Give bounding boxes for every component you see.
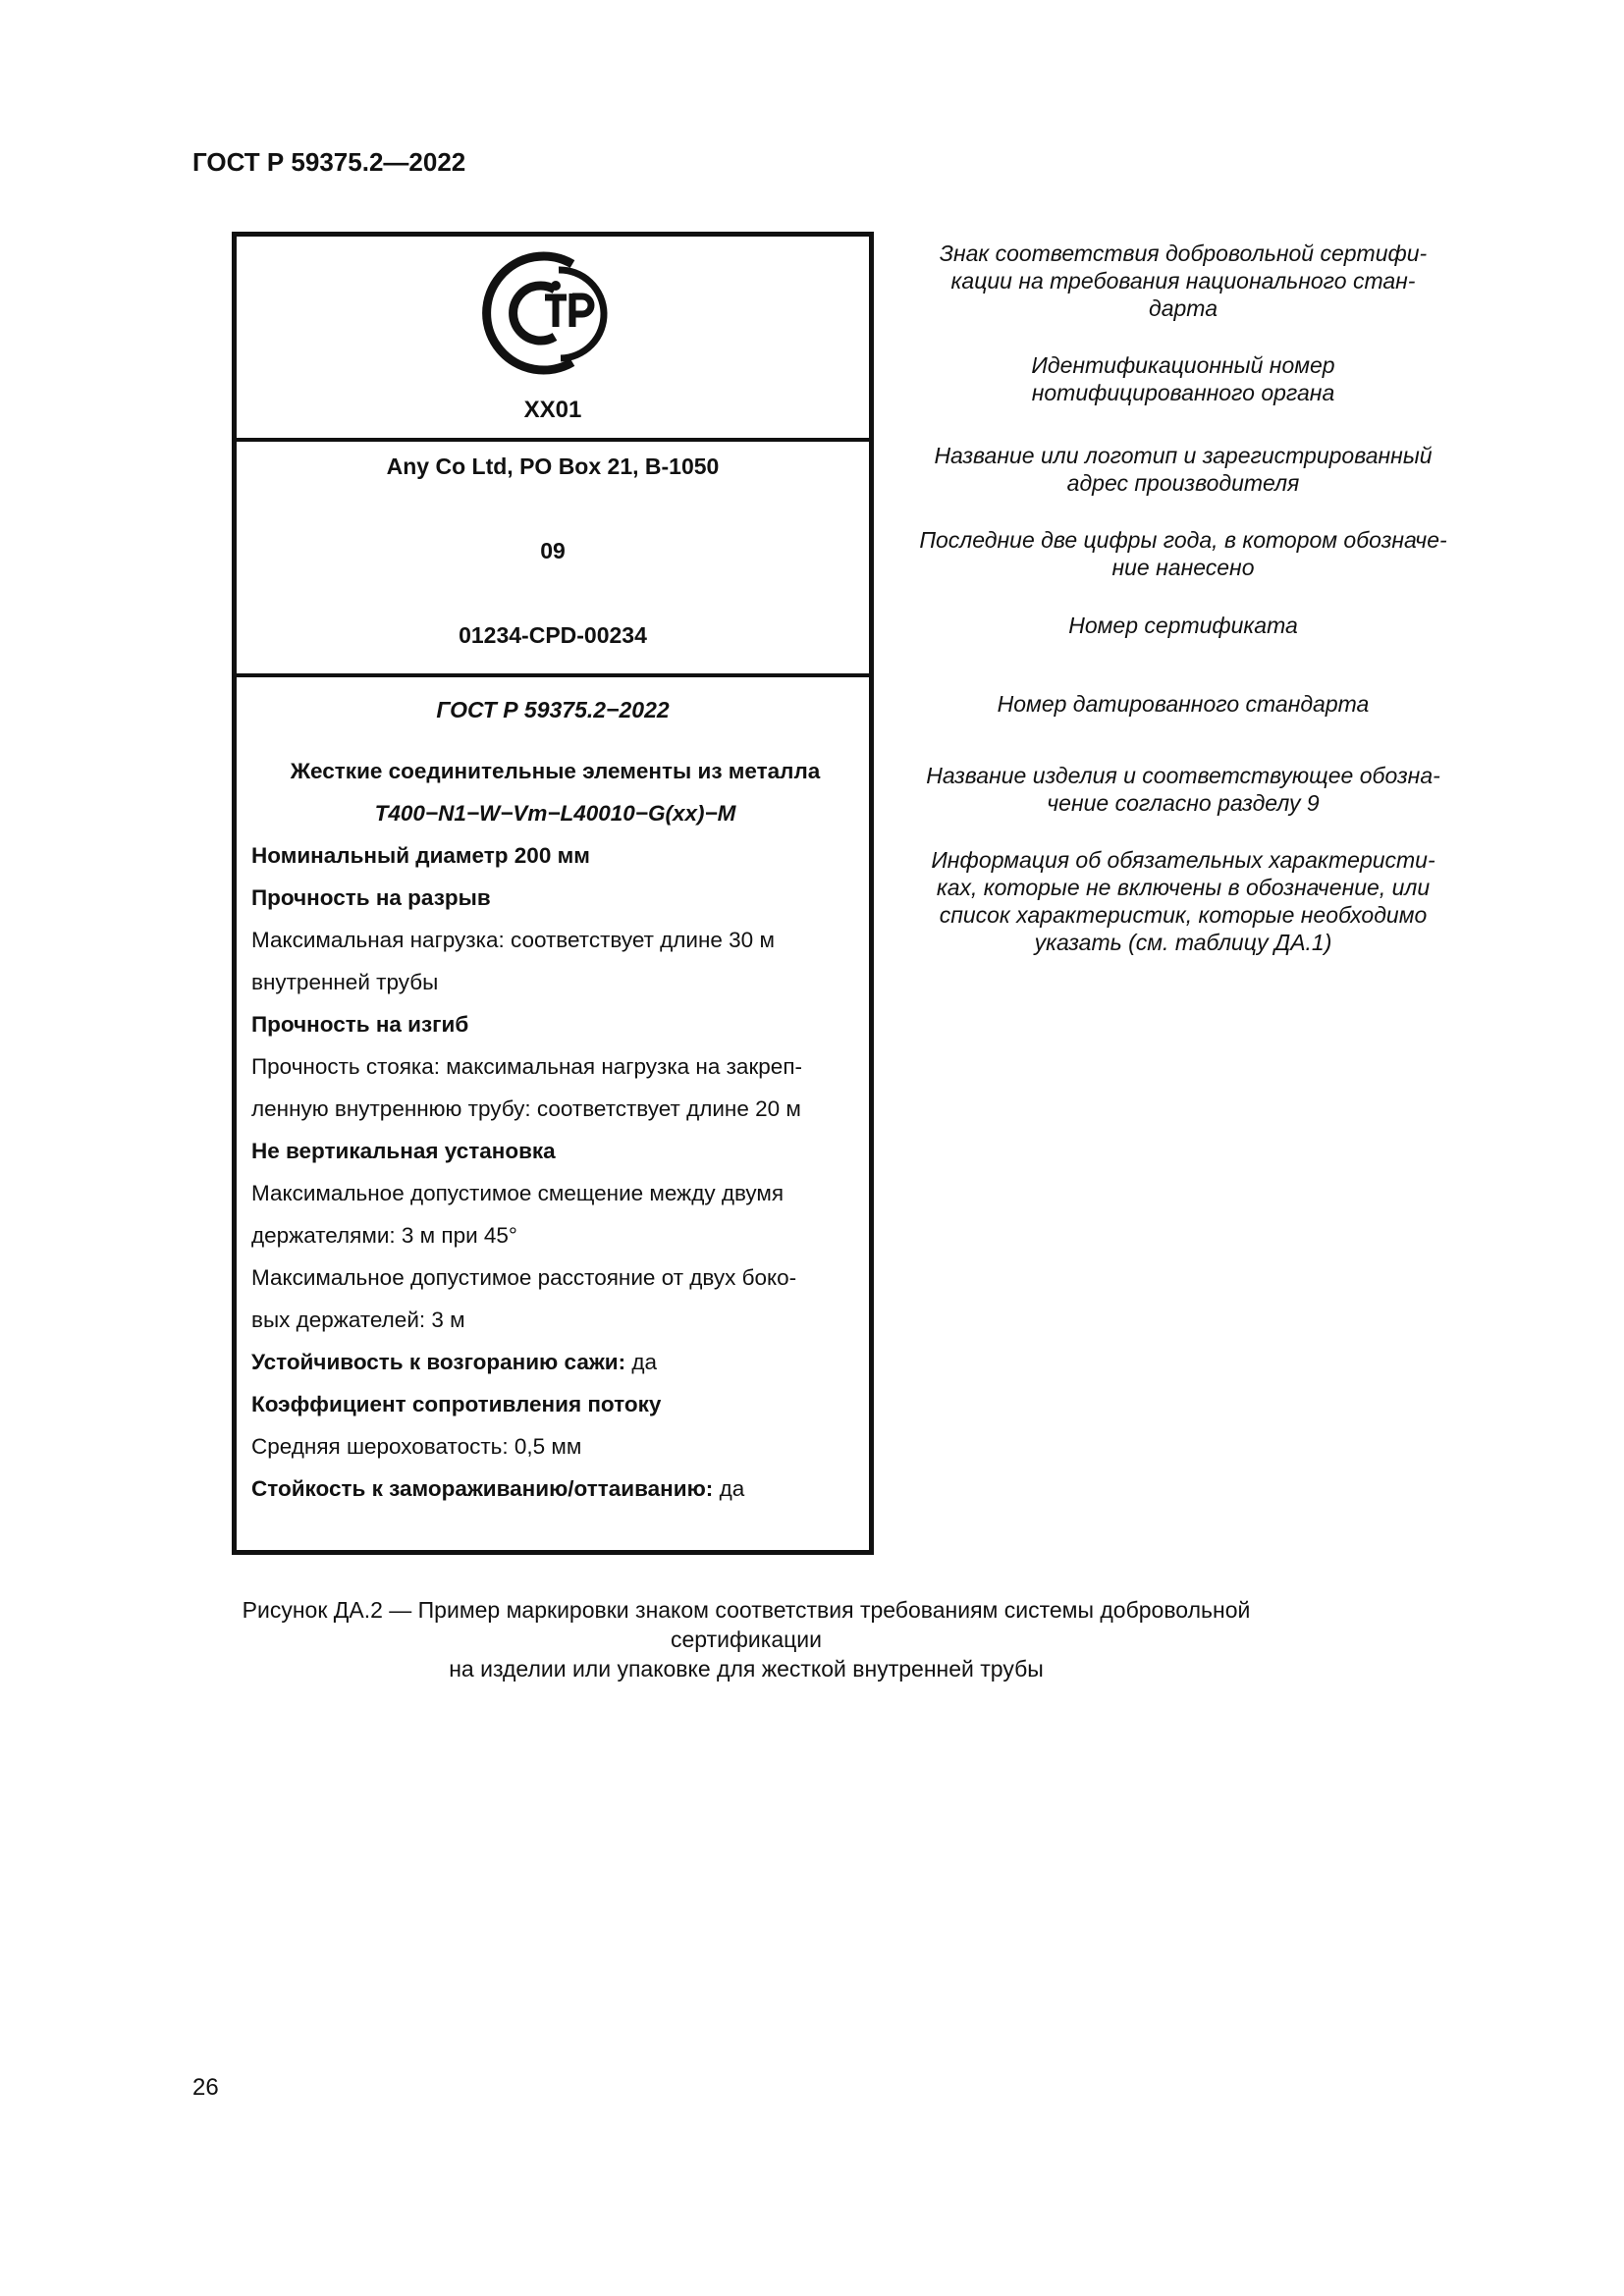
spec-line-text: Средняя шероховатость: 0,5 мм [251,1434,582,1459]
note-line: ках, которые не включены в обозначение, или [936,875,1431,900]
spec-line [251,1383,859,1425]
note-line: ние нанесено [1111,555,1255,580]
certificate-number: 01234-CPD-00234 [459,622,647,648]
spec-line-text: Максимальная нагрузка: соответствует длине 30 м [251,928,775,952]
spec-line [251,1003,859,1045]
note-line: нотифицированного органа [1031,380,1335,405]
spec-line [251,1130,859,1172]
note-line: Номер сертификата [1068,613,1298,638]
note-line: Название изделия и соответствующее обозна- [926,763,1440,788]
specification-section [237,677,869,1551]
note-line: адрес производителя [1066,470,1300,496]
spec-line-text: Прочность стояка: максимальная нагрузка на закреп- [251,1054,802,1079]
spec-line [251,1468,859,1510]
spec-lines [251,750,859,1510]
spec-line-text: внутренней трубы [251,970,439,994]
spec-line [251,1341,859,1383]
spec-line [251,1425,859,1468]
note-conformity-mark [889,240,1478,322]
spec-line-text: держателями: 3 м при 45° [251,1223,517,1248]
spec-line-bold: Устойчивость к возгоранию сажи: [251,1350,626,1374]
note-line: дарта [1149,295,1218,321]
spec-line-text: да [625,1350,658,1374]
caption-line: Рисунок ДА.2 — Пример маркировки знаком соответствия требованиям системы добровольной сертификации [242,1597,1251,1652]
note-line: Знак соответствия добровольной сертифи- [939,240,1428,266]
spec-line [251,1256,859,1299]
spec-line [251,1214,859,1256]
spec-line-bold: Не вертикальная установка [251,1139,556,1163]
spec-line-bold: Коэффициент сопротивления потоку [251,1392,662,1416]
spec-line-text: ленную внутреннюю трубу: соответствует длине 20 м [251,1096,801,1121]
spec-line [251,877,859,919]
manufacturer-address: Any Co Ltd, PO Box 21, B-1050 [386,454,720,479]
spec-line [251,919,859,961]
spec-line [251,1172,859,1214]
note-year [889,526,1478,581]
spec-line-bold: Стойкость к замораживанию/оттаиванию: [251,1476,714,1501]
spec-line-text: Максимальное допустимое расстояние от двух боко- [251,1265,797,1290]
note-product [889,762,1478,817]
spec-line-text: Максимальное допустимое смещение между двумя [251,1181,785,1205]
marking-frame [232,232,874,1555]
note-manufacturer [889,442,1478,497]
spec-line [251,834,859,877]
spec-line-text: вых держателей: 3 м [251,1308,465,1332]
notified-body-id: XX01 [523,397,582,423]
note-line: Последние две цифры года, в котором обозначе- [919,527,1447,553]
marking-year: 09 [540,538,566,563]
spec-line-bold: Номинальный диаметр 200 мм [251,843,590,868]
note-line: указать (см. таблицу ДА.1) [1034,930,1332,955]
note-standard [889,690,1478,718]
note-line: Номер датированного стандарта [997,691,1370,717]
note-line: кации на требования национального стан- [950,268,1416,294]
conformity-mark-section [237,237,869,442]
standard-reference: ГОСТ Р 59375.2−2022 [436,697,670,722]
figure-caption [187,1595,1306,1683]
spec-line-text: да [713,1476,745,1501]
document-code: ГОСТ Р 59375.2—2022 [192,147,466,177]
spec-line [251,961,859,1003]
spec-line [251,1088,859,1130]
note-characteristics [889,846,1478,956]
conformity-mark-logo [470,248,647,378]
note-line: Идентификационный номер [1031,352,1335,378]
note-body-id [889,351,1478,406]
page-number: 26 [192,2074,219,2101]
note-certificate [889,612,1478,639]
manufacturer-section [237,442,869,677]
note-line: Информация об обязательных характеристи- [931,847,1435,873]
caption-line: на изделии или упаковке для жесткой внутренней трубы [449,1656,1044,1682]
note-line: Название или логотип и зарегистрированный [934,443,1433,468]
spec-line [251,1045,859,1088]
note-line: список характеристик, которые необходимо [939,902,1428,928]
note-line: чение согласно разделу 9 [1047,790,1320,816]
spec-line-bold: Прочность на разрыв [251,885,491,910]
spec-line [251,1299,859,1341]
product-designation: Т400−N1−W−Vm−L40010−G(xx)−M [374,801,736,826]
product-name: Жесткие соединительные элементы из металла [290,759,821,783]
spec-line-bold: Прочность на изгиб [251,1012,469,1037]
